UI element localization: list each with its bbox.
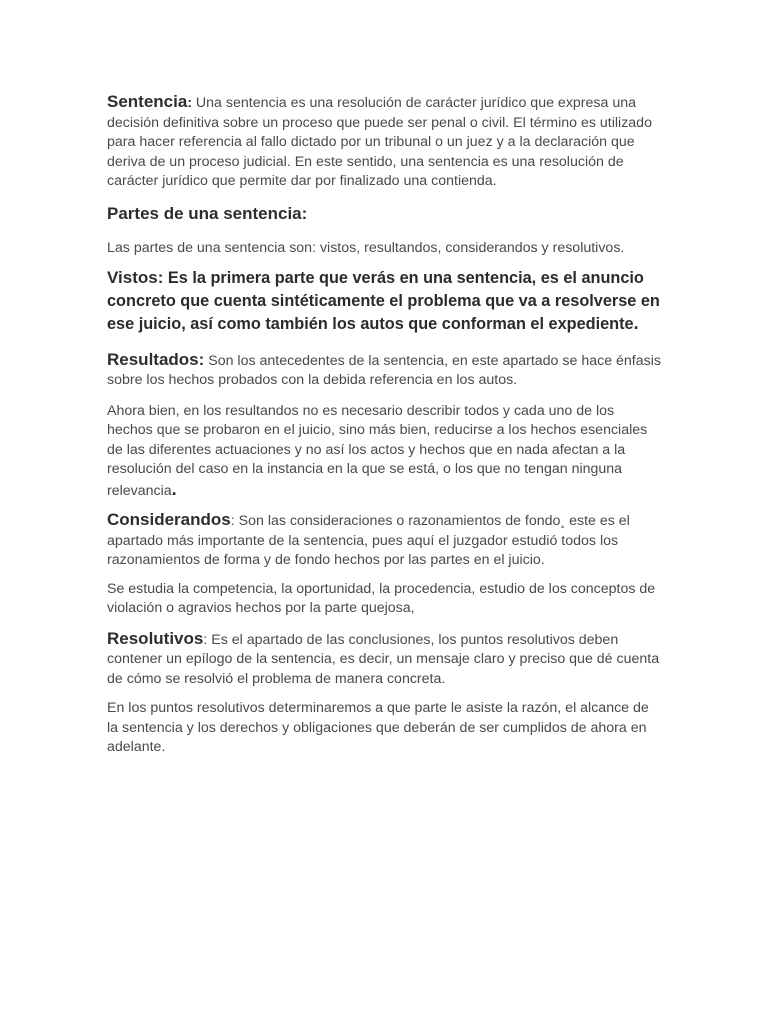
- resultados-detail-paragraph: [107, 402, 663, 502]
- partes-paragraph: Las partes de una sentencia son: vistos, resultandos, considerandos y resolutivos.: [107, 239, 625, 256]
- considerandos-detail-paragraph: Se estudia la competencia, la oportunidad, la procedencia, estudio de los conceptos de violación o agravios hechos por la parte quejosa,: [107, 580, 656, 616]
- vistos-term: Vistos:: [107, 268, 164, 287]
- resultados-detail-end: .: [171, 478, 177, 499]
- considerandos-paragraph: [107, 510, 663, 571]
- vistos-text: Es la primera parte que verás en una sentencia, es el anuncio concreto que cuenta sintéticamente el problema que va a resolverse en ese juicio, así como también los autos que conforman el expediente: [107, 269, 660, 333]
- resultados-paragraph: [107, 350, 663, 391]
- document-page: [107, 92, 663, 758]
- resolutivos-paragraph: [107, 629, 663, 690]
- considerandos-term: Considerandos: [107, 510, 231, 529]
- sentencia-term: Sentencia: [107, 92, 188, 111]
- vistos-paragraph: [107, 267, 663, 336]
- sentencia-paragraph: [107, 92, 663, 192]
- resolutivos-text: : Es el apartado de las conclusiones, los puntos resolutivos deben contener un epílogo de la sentencia, es decir, un mensaje claro y preciso que dé cuenta de cómo se resolvió el problema de manera concreta.: [107, 631, 660, 687]
- resultados-detail-text: Ahora bien, en los resultandos no es necesario describir todos y cada uno de los hechos que se probaron en el juicio, sino más bien, reducirse a los hechos esenciales de las diferentes actuaciones y no así los actos y hechos que en nada afectan a la resolución del caso en la instancia en la que se está, o los que no tengan ninguna relevancia: [107, 402, 648, 499]
- resultados-text: Son los antecedentes de la sentencia, en este apartado se hace énfasis sobre los hechos probados con la debida referencia en los autos.: [107, 352, 661, 388]
- vistos-end: .: [633, 313, 639, 333]
- resolutivos-term: Resolutivos: [107, 628, 204, 648]
- considerandos-text: : Son las consideraciones o razonamientos de fondo¸ este es el apartado más importante de la sentencia, pues aquí el juzgador estudió todos los razonamientos de forma y de fondo hechos por las partes en el juicio.: [107, 513, 630, 568]
- sentencia-text: Una sentencia es una resolución de carácter jurídico que expresa una decisión definitiva sobre un proceso que puede ser penal o civil. El término es utilizado para hacer referencia al fallo dictado por un tribunal o un juez y a la declaración que deriva de un proceso judicial. En este sentido, una sentencia es una resolución de carácter jurídico que permite dar por finalizado una contienda.: [107, 95, 652, 189]
- resolutivos-detail-paragraph: En los puntos resolutivos determinaremos a que parte le asiste la razón, el alcance de la sentencia y los derechos y obligaciones que deberán de ser cumplidos de ahora en adelante.: [107, 700, 649, 755]
- resultados-term: Resultados:: [107, 349, 205, 369]
- partes-heading: Partes de una sentencia:: [107, 203, 308, 223]
- sentencia-colon: :: [187, 94, 192, 110]
